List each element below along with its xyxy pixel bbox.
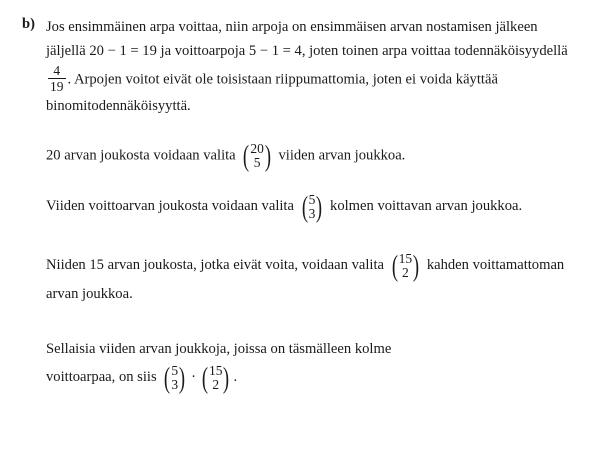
paragraph-5-text-1: Sellaisia viiden arvan joukkoja, joissa on täsmälleen kolme [46,340,392,357]
binomial-20-choose-5 [241,142,273,170]
binomial-top: ( 5 [308,191,316,207]
paragraph-3 [46,192,584,221]
binomial-5-choose-3-result [162,364,187,392]
paragraph-4-text-3: voittamattoman arvan joukkoa. [46,257,565,303]
multiplication-operator: · [191,369,196,386]
binomial-top: ( 20 [250,141,264,157]
paragraph-2 [46,142,584,170]
paragraph-3-text-2: kolmen voittavan arvan [330,198,468,215]
paragraph-2-text-1: 20 arvan joukosta voidaan valita [46,147,236,164]
paragraph-5-text-2: voittoarpaa, on siis [46,369,157,386]
binomial-bottom: 3 [171,376,179,392]
binomial-top: ( 5 [171,362,179,378]
fraction-numerator: 4 [53,63,61,79]
binomial-5-choose-3 [300,193,325,221]
binomial-top: ( 15 [398,250,413,266]
binomial-bottom: 2 [402,264,409,280]
paragraph-5 [46,335,584,392]
paragraph-3-text-3: joukkoa. [471,198,523,215]
binomial-15-choose-2 [390,252,422,280]
paragraph-4-text-1: Niiden 15 arvan joukosta, jotka eivät voita, voidaan valita [46,257,384,274]
paragraph-1 [46,16,578,118]
paragraph-4 [46,251,584,308]
binomial-bottom: 2 [212,376,220,392]
paragraph-5-text-3: . [233,369,238,386]
paragraph-1-text-1: Jos ensimmäinen arpa voittaa, niin arpoja on ensimmäisen arvan nostamisen jälkeen jäljellä 20 − 1 = 19 ja voittoarpoja 5 − 1 = 4, joten toinen arpa voittaa todennäköisyydellä [46,19,568,59]
paragraph-1-text-2: . Arpojen voitot eivät ole toisistaan riippumattomia, joten ei voida käyttää binomitodennäköisyyttä. [46,71,498,114]
binomial-top: ( 15 [208,362,223,378]
item-label-b: b) [22,16,35,32]
paragraph-2-text-2: viiden arvan joukkoa. [278,147,406,164]
fraction-4-over-19 [48,63,66,94]
fraction-denominator: 19 [50,79,64,95]
binomial-15-choose-2-result [200,364,232,392]
paragraph-4-text-2: kahden [426,257,469,274]
paragraph-3-text-1: Viiden voittoarvan joukosta voidaan valita [46,198,294,215]
binomial-bottom: 3 [308,206,316,222]
binomial-bottom: 5 [253,155,261,171]
